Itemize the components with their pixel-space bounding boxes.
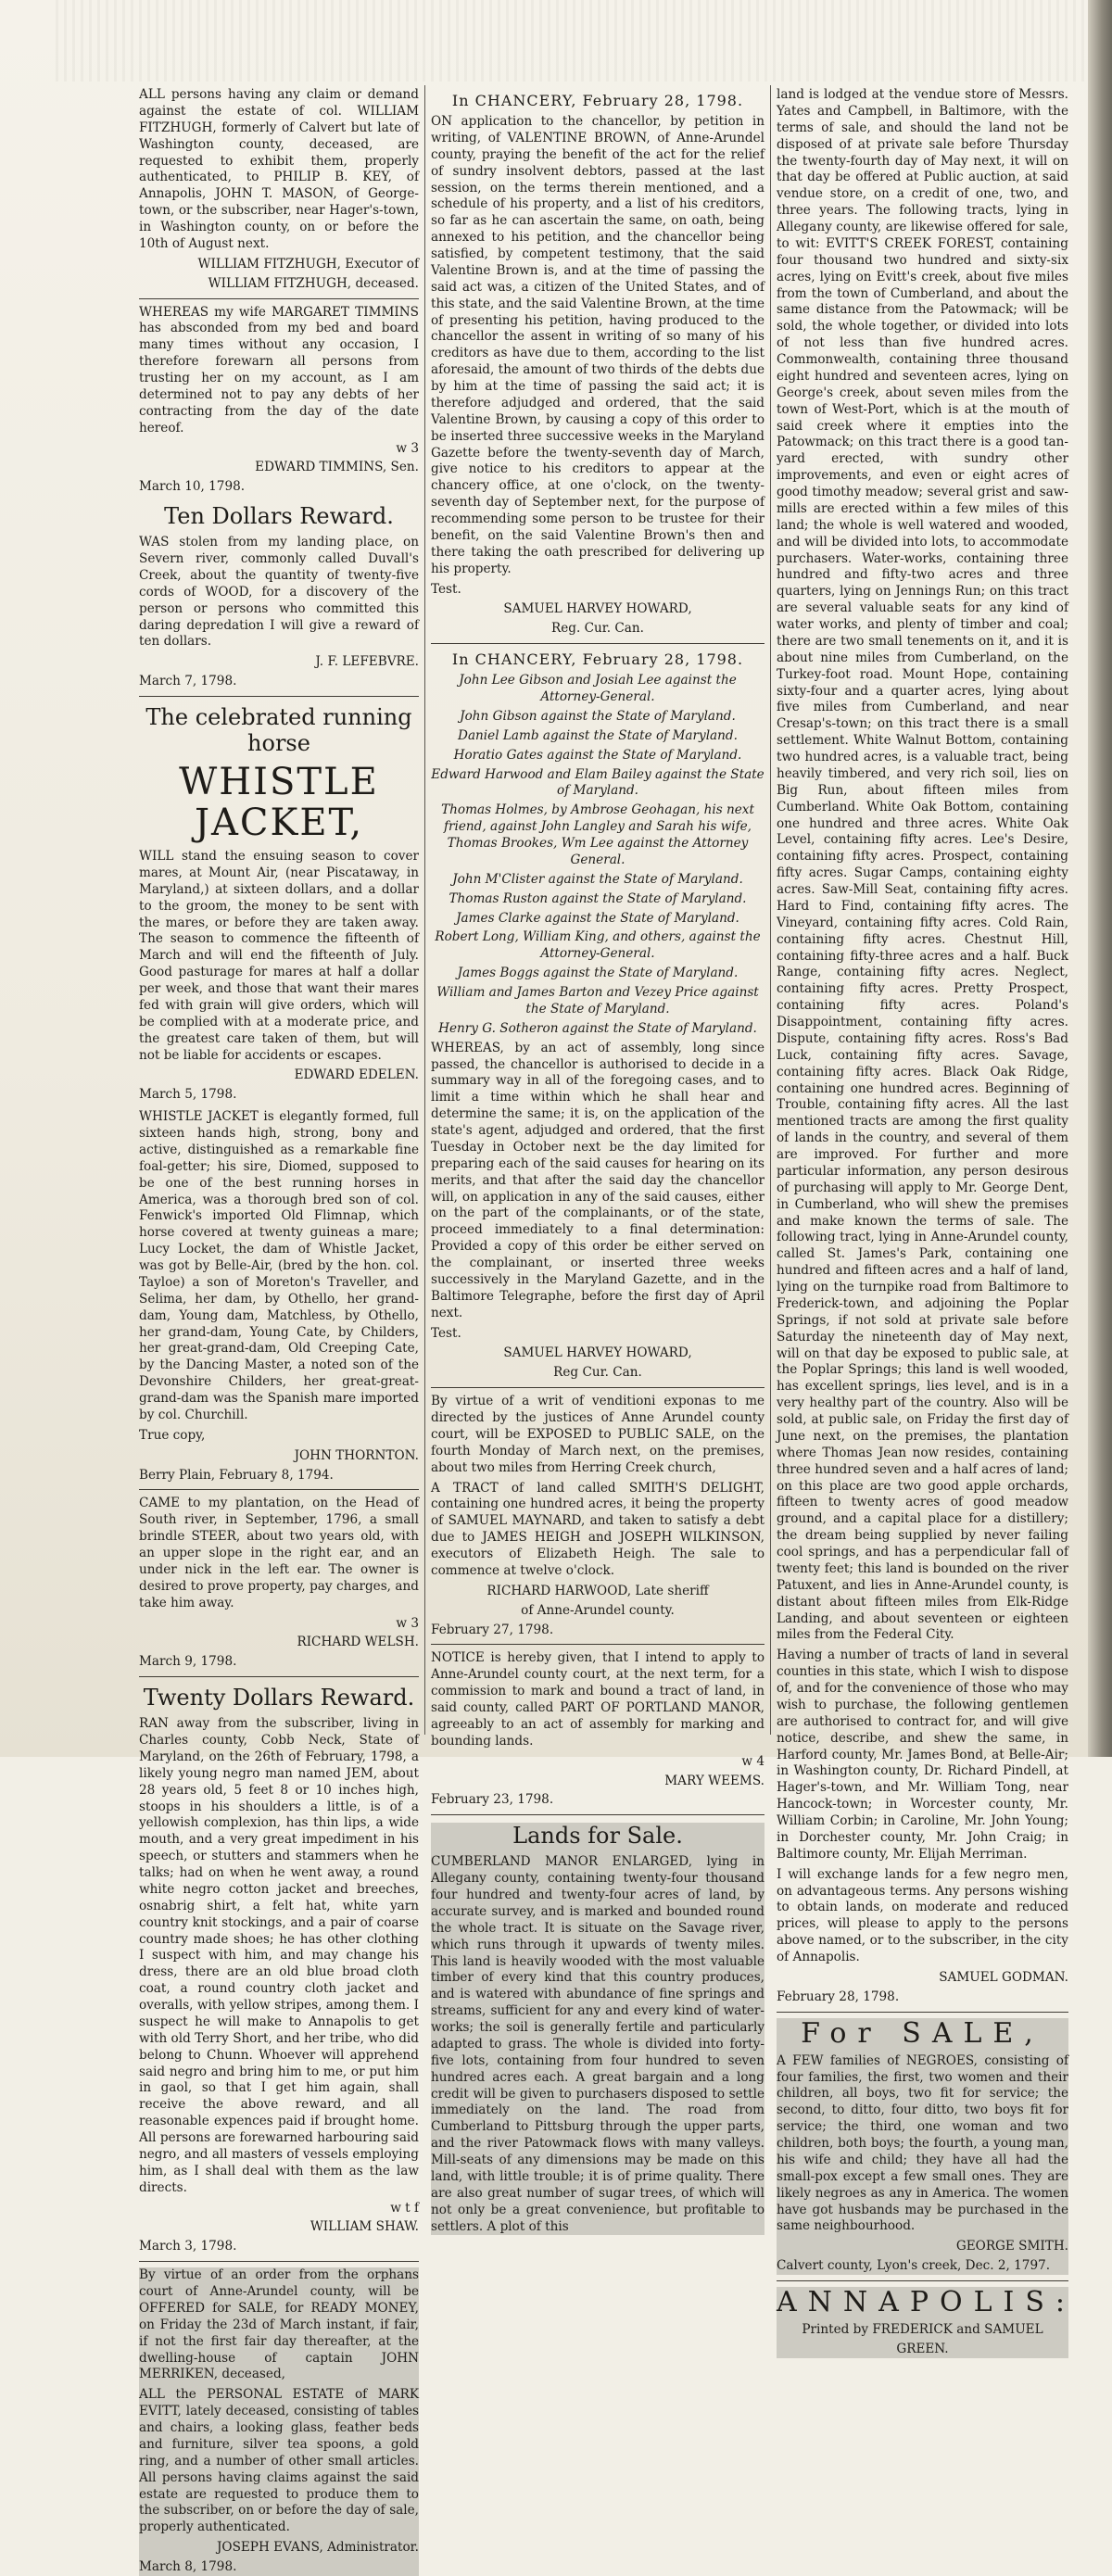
column-right xyxy=(777,87,1077,2356)
imprint-printer: GREEN. xyxy=(896,2341,949,2356)
date: March 8, 1798. xyxy=(139,2559,237,2574)
column-rule xyxy=(424,85,425,1735)
date: Berry Plain, February 8, 1794. xyxy=(139,1467,334,1483)
date: March 9, 1798. xyxy=(139,1654,237,1670)
negroes-for-sale-notice xyxy=(777,2018,1068,2275)
smiths-delight-notice xyxy=(431,1394,764,1638)
heading: For SALE, xyxy=(801,2016,1044,2050)
signature: WILLIAM SHAW. xyxy=(310,2219,419,2235)
signature: EDWARD EDELEN. xyxy=(294,1067,419,1083)
divider xyxy=(431,1814,764,1815)
notice-body: I will exchange lands for a few negro men, on advantageous terms. Any persons wishing to obtain lands, on moderate and reduced prices, will please to apply to the persons above named, or to the subscriber, in the city of Annapolis. xyxy=(777,1866,1068,1964)
notice-body: Having a number of tracts of land in several counties in this state, which I wish to dispose of, and for the convenience of those who may wish to purchase, the following gentlemen are authorised to contract for, and will give notice, describe, and shew the same, in Harford county, Mr. James Bond, at Belle-Air; in Washington county, Dr. Richard Pindell, at Hager's-town, and Mr. William Tong, near Hancock-town; in Worcester county, Mr. William Corbin; in Caroline, Mr. John Young; in Dorchester county, Mr. John Craig; in Baltimore county, Mr. Elijah Merriman. xyxy=(777,1648,1068,1862)
horse-notice xyxy=(139,704,419,1484)
notice-body: A TRACT of land called SMITH'S DELIGHT, containing one hundred acres, it being the property of SAMUEL MAYNARD, and taken to satisfy a debt due to JAMES HEIGH and JOSEPH WILKINSON, executors of Elizabeth Heigh. The sale to commence at twelve o'clock. xyxy=(431,1480,764,1578)
signature: RICHARD WELSH. xyxy=(297,1635,419,1650)
test-label: Test. xyxy=(431,581,461,597)
case-entry: Robert Long, William King, and others, against the Attorney-General. xyxy=(435,929,761,962)
notice-body: CUMBERLAND MANOR ENLARGED, lying in Allegany county, containing twenty-four thousand four hundred and twenty-four acres of land, by accurate survey, and is marked and bounded round the whole tract. It is situate on the Savage river, which runs through it upwards of twenty miles. This land is heavily wooded with the most valuable timber of every kind that this country produces, and is watered with abundance of fine springs and streams, sufficient for any and every kind of water-works; the soil is generally fertile and particularly adapted to grass. The whole is divided into forty-five lots, containing from four hundred to seven hundred acres each. A great bargain and a long credit will be given to purchasers disposed to settle immediately on the land. The road from Cumberland to Pittsburg through the upper parts, and the river Patowmack flows with many valleys. Mill-seats of any dimensions may be made on this land, with little trouble; it is of prime quality. There are also great number of sugar trees, of which will not only be a great convenience, but profitable to settlers. A plot of this xyxy=(431,1854,764,2234)
notice-body: By virtue of an order from the orphans court of Anne-Arundel county, will be OFFERED for SALE, for READY MONEY, on Friday the 23d of March instant, if fair, if not the first fair day thereafter, at the dwelling-house of captain JOHN MERRIKEN, deceased, xyxy=(139,2267,419,2382)
twenty-dollars-notice xyxy=(139,1685,419,2255)
scan-noise-band xyxy=(56,0,1084,82)
signature: WILLIAM FITZHUGH, Executor of xyxy=(197,256,419,271)
pedigree: WHISTLE JACKET is elegantly formed, full sixteen hands high, strong, bony and active, distinguished as a remarkable fine foal-getter; his sire, Diomed, supposed to be one of the best running horses in America, was a thorough bred son of col. Fenwick's imported Old Flimnap, which horse covered at twenty guineas a mare; Lucy Locket, the dam of Whistle Jacket, was got by Belle-Air, (bred by the hon. col. Tayloe) a son of Moreton's Traveller, and Selima, her dam, by Othello, her grand-dam, Young dam, Matchless, by Othello, her grand-dam, Young Cate, by Childers, her great-grand-dam, Old Creeping Cate, by the Dancing Master, a noted son of the Devonshire Childers, her great-great-grand-dam was the Spanish mare imported by col. Churchill. xyxy=(139,1109,419,1422)
notice-body: land is lodged at the vendue store of Messrs. Yates and Campbell, in Baltimore, with the terms of sale, and should the land not be disposed of at private sale before Thursday the twenty-fourth day of May next, it will on that day be offered at Public auction, at said vendue store, on a credit of one, two, and three years. The following tracts, lying in Allegany county, are likewise offered for sale, to wit: EVITT'S CREEK FOREST, containing four thousand two hundred and sixty-six acres, lying on Evitt's creek, about five miles from the town of Cumberland, and about the same distance from the Patowmack; will be sold, the whole together, or divided into lots of not less than five hundred acres. Commonwealth, containing three thousand eight hundred and seventeen acres, lying on George's creek, about seven miles from the town of West-Port, which is at the mouth of said creek where it empties into the Patowmack; on this tract there is a good tan-yard erected, with sundry other improvements, and even or eight acres of good timothy meadow; several grist and saw-mills are erected within a few miles of this land; the whole is well watered and wooded, and will be divided into lots, to accommodate purchasers. Water-works, containing three hundred and fifty-two acres and three quarters, lying on Jennings Run; on this tract are several valuable seats for any kind of water works, and plenty of timber and coal; there are two small tenements on it, and it is about nine miles from Cumberland, on the Turkey-foot road. Mount Hope, containing sixty-four and a quarter acres, lying about five miles from Cumberland, and near Cresap's-town; on this tract there is a small settlement. White Walnut Bottom, containing two hundred acres, is a valuable tract, being heavily timbered, and very rich soil, lies on Big Run, about fifteen miles from Cumberland. White Oak Bottom, containing one hundred and three acres. White Oak Level, containing fifty acres. Lee's Desire, containing fifty acres. Prospect, containing fifty acres. Sugar Camps, containing eighty acres. Saw-Mill Seat, containing fifty acres. Hard to Find, containing fifty acres. The Vineyard, containing fifty acres. Cold Rain, containing fifty acres. Chestnut Hill, containing fifty-three acres and a half. Buck Range, containing fifty acres. Neglect, containing fifty acres. Pretty Prospect, containing fifty acres. Poland's Disappointment, containing fifty acres. Dispute, containing fifty acres. Ross's Bad Luck, containing fifty acres. Savage, containing fifty acres. Black Oak Ridge, containing one hundred acres. Beginning of Trouble, containing fifty acres. All the last mentioned tracts are among the first quality of lands in the country, and several of them are improved. For further and more particular information, any person desirous of purchasing will apply to Mr. George Dent, in Cumberland, who will shew the premises and make known the terms of sale. The following tract, lying in Anne-Arundel county, called St. James's Park, containing one hundred and fifteen acres and a half of land, lying on the turnpike road from Baltimore to Frederick-town, and adjoining the Poplar Springs, if not sold at private sale before Saturday the nineteenth day of May next, will on that day be exposed to public sale, at the Poplar Springs; this land is well wooded, has excellent springs, lies level, and is in a very healthy part of the country. Also will be sold, at public sale, on Friday the first day of June next, on the premises, the plantation where Thomas Jean now resides, containing three hundred seven and a half acres of land; on this place are two good apple orchards, fifteen to twenty acres of good meadow ground, and a capital place for a distillery; the dream being supplied by never failing cool springs, and has a perpendicular fall of twenty feet; this land is bounded on the river Patuxent, and lies in Anne-Arundel county, is distant about fifteen miles from Elk-Ridge Landing, and about seventeen or eighteen miles from the Federal City. xyxy=(777,87,1068,1643)
notice-body: By virtue of a writ of venditioni exponas to me directed by the justices of Anne Arundel county court, will be EXPOSED to PUBLIC SALE, on the fourth Monday of March next, on the premises, about two miles from Herring Creek church, xyxy=(431,1394,764,1475)
mark: w 3 xyxy=(396,1615,419,1631)
mark: w 4 xyxy=(741,1753,764,1769)
notice-body: ON application to the chancellor, by petition in writing, of VALENTINE BROWN, of Anne-Arundel county, praying the benefit of the act for the relief of sundry insolvent debtors, passed at the last session, on the terms therein mentioned, and a schedule of his property, and a list of his creditors, so far as he can ascertain the same, on oath, being annexed to his petition, and the chancellor being satisfied, by competent testimony, that the said Valentine Brown is, and at the time of passing the said act was, a citizen of the United States, and of this state, and the said Valentine Brown, at the time of presenting his petition, having produced to the chancellor the assent in writing of so many of his creditors as have due to them, according to the list aforesaid, the amount of two thirds of the debts due by him at the time of passing the said act; it is therefore adjudged and ordered, that the said Valentine Brown, by causing a copy of this order to be inserted three successive weeks in the Maryland Gazette before the twenty-seventh day of March, give notice to his creditors to appear at the chancery office, at one o'clock, on the twenty-seventh day of September next, for the purpose of recommending some person to be trustee for their benefit, on the said Valentine Brown's then and there taking the oath prescribed for delivering up his property. xyxy=(431,114,764,576)
signature: EDWARD TIMMINS, Sen. xyxy=(255,460,419,475)
date: March 5, 1798. xyxy=(139,1087,237,1103)
test-label: Test. xyxy=(431,1325,461,1341)
case-entry: William and James Barton and Vezey Price against the State of Maryland. xyxy=(436,985,759,1017)
signature: SAMUEL HARVEY HOWARD, xyxy=(503,601,692,617)
signature: SAMUEL HARVEY HOWARD, xyxy=(503,1345,692,1361)
signature: RICHARD HARWOOD, Late sheriff xyxy=(486,1583,709,1598)
registrar: Reg. Cur. Can. xyxy=(550,621,644,637)
welsh-notice xyxy=(139,1496,419,1671)
heading: In CHANCERY, February 28, 1798. xyxy=(451,92,744,109)
divider xyxy=(777,2280,1068,2281)
chancery-brown-notice xyxy=(431,91,764,638)
notice-body: RAN away from the subscriber, living in Charles county, Cobb Neck, State of Maryland, on the 26th of February, 1798, a likely young negro man named JEM, about 28 years old, 5 feet 8 or 10 inches high, stoops in his shoulders a little, is of a yellowish complexion, has thin lips, a wide mouth, and a very great impediment in his speech, or stutters and stammers when he talks; had on when he went away, a round white negro cotton jacket and breeches, osnabrig shirt, a felt hat, white yarn country knit stockings, and a pair of coarse country made shoes; he has other clothing I suspect with him, and may change his dress, there are an old blue broad cloth coat, a round country cloth jacket and overalls, with yellow stripes, among them. I suspect he will make to Annapolis to get with old Terry Short, and her tribe, who did belong to Chunn. Whoever will apprehend said negro and bring him to me, or put him in gaol, so that I get him again, shall receive the above reward, and all reasonable expences paid if brought home. All persons are forewarned harbouring said negro, and all masters of vessels employing him, as I shall deal with them as the law directs. xyxy=(139,1716,419,2195)
case-entry: Horatio Gates against the State of Maryland. xyxy=(453,747,742,763)
divider xyxy=(431,643,764,644)
date: February 23, 1798. xyxy=(431,1792,554,1808)
divider xyxy=(777,2012,1068,2013)
heading: The celebrated running horse xyxy=(145,704,412,756)
date: March 3, 1798. xyxy=(139,2239,237,2254)
notice-body: WHEREAS, by an act of assembly, long since passed, the chancellor is authorised to decide in a summary way in all of the foregoing cases, and to limit a time within which he shall hear and determine the same; it is, on the application of the state's agent, adjudged and ordered, that the first Tuesday in October next be the day limited for preparing each of the said causes for hearing on its merits, and that after the said day the chancellor will, on application in any of the said causes, either on the part of the complainants, or of the state, proceed immediately to a final determination: Provided a copy of this order be either served on the complainant, or inserted three weeks successively in the Maryland Gazette, and in the Baltimore Telegraphe, before the first day of April next. xyxy=(431,1040,764,1320)
timmins-notice xyxy=(139,305,419,497)
case-entry: John M'Clister against the State of Maryland. xyxy=(452,871,743,887)
case-entry: Edward Harwood and Elam Bailey against the State of Maryland. xyxy=(431,766,764,799)
notice-body: WILL stand the ensuing season to cover mares, at Mount Air, (near Piscataway, in Maryland,) at sixteen dollars, and a dollar to the groom, the money to be sent with the mares, or before they are taken away. The season to commence the fifteenth of March and will end the fifteenth of July. Good pasturage for mares at half a dollar per week, and those that want their mares fed with grain will give orders, which will be complied with at a moderate price, and the greatest care taken of them, but will not be liable for accidents or escapes. xyxy=(139,849,419,1063)
signature: JOSEPH EVANS, Administrator. xyxy=(216,2540,419,2556)
imprint xyxy=(777,2286,1077,2358)
divider xyxy=(431,1644,764,1645)
date: March 7, 1798. xyxy=(139,674,237,689)
case-entry: Daniel Lamb against the State of Maryland. xyxy=(458,727,738,743)
notice-body: WHEREAS my wife MARGARET TIMMINS has absconded from my bed and board many times without any occasion, I therefore forewarn all persons from trusting her on my account, as I am determined not to pay any debts of her contracting from the day of the date hereof. xyxy=(139,304,419,436)
lands-for-sale-notice xyxy=(431,1823,764,2235)
notice-body: ALL persons having any claim or demand against the estate of col. WILLIAM FITZHUGH, formerly of Calvert but late of Washington county, deceased, are requested to exhibit them, properly authenticated, to PHILIP B. KEY, of Annapolis, JOHN T. MASON, of George-town, or the subscriber, near Hager's-town, in Washington county, on or before the 10th of August next. xyxy=(139,87,419,251)
notice-body: CAME to my plantation, on the Head of South river, in September, 1796, a small brindle STEER, about two years old, with an upper slope in the right ear, and an under nick in the left ear. The owner is desired to prove property, pay charges, and take him away. xyxy=(139,1496,419,1610)
mark: w 3 xyxy=(396,440,419,456)
date: March 10, 1798. xyxy=(139,479,246,495)
mark: w t f xyxy=(390,2200,419,2216)
divider xyxy=(139,2261,419,2262)
signature: JOHN THORNTON. xyxy=(294,1447,419,1463)
horse-name: WHISTLE JACKET, xyxy=(179,761,379,844)
case-entry: James Boggs against the State of Maryland. xyxy=(457,966,739,981)
notice-body: NOTICE is hereby given, that I intend to apply to Anne-Arundel county court, at the next term, for a commission to mark and bound a tract of land, in said county, called PART OF PORTLAND MANOR, agreeably to an act of assembly for marking and bounding lands. xyxy=(431,1650,764,1749)
chancery-cases-notice xyxy=(431,650,764,1382)
true-copy: True copy, xyxy=(139,1427,206,1443)
signature: of Anne-Arundel county. xyxy=(521,1602,675,1618)
binding-edge xyxy=(1088,0,1112,1757)
signature: GEORGE SMITH. xyxy=(955,2239,1068,2254)
notice-body: A FEW families of NEGROES, consisting of four families, the first, two women and their children, all boys, two fit for service; the second, to ditto, four ditto, two boys fit for service; the third, one woman and two children, both boys; the fourth, a young man, his wife and child; they have all had the small-pox except a few small ones. They are likely negroes as any in America. The women have got husbands may be purchased in the same neighbourhood. xyxy=(777,2052,1068,2234)
imprint-city: ANNAPOLIS: xyxy=(777,2286,1077,2318)
heading: Lands for Sale. xyxy=(512,1823,683,1850)
case-entry: Thomas Ruston against the State of Maryland. xyxy=(449,890,747,906)
signature: J. F. LEFEBVRE. xyxy=(315,654,419,670)
date: February 27, 1798. xyxy=(431,1622,554,1637)
heading: Ten Dollars Reward. xyxy=(164,503,394,530)
lands-continued xyxy=(777,87,1068,2006)
fitzhugh-notice xyxy=(139,87,419,293)
case-entry: Thomas Holmes, by Ambrose Geohagan, his next friend, against John Langley and Sarah his wife, Thomas Brookes, Wm Lee against the Attorney General. xyxy=(441,802,754,867)
registrar: Reg Cur. Can. xyxy=(553,1365,642,1381)
column-middle xyxy=(431,87,764,2234)
imprint-printer: Printed by FREDERICK and SAMUEL xyxy=(802,2322,1043,2337)
case-entry: James Clarke against the State of Maryland. xyxy=(456,910,739,926)
date: Calvert county, Lyon's creek, Dec. 2, 1797. xyxy=(777,2258,1051,2274)
divider xyxy=(139,696,419,697)
signature: MARY WEEMS. xyxy=(664,1773,764,1788)
ten-dollars-notice xyxy=(139,503,419,690)
signature: WILLIAM FITZHUGH, deceased. xyxy=(208,275,419,291)
divider xyxy=(139,1489,419,1490)
column-left xyxy=(139,87,419,2574)
date: February 28, 1798. xyxy=(777,1989,900,2004)
signature: SAMUEL GODMAN. xyxy=(939,1969,1068,1985)
divider xyxy=(139,1676,419,1677)
case-entry: Henry G. Sotheron against the State of Maryland. xyxy=(438,1020,757,1036)
weems-notice xyxy=(431,1650,764,1809)
case-entry: John Lee Gibson and Josiah Lee against the Attorney-General. xyxy=(459,673,737,705)
case-entry: John Gibson against the State of Maryland. xyxy=(460,708,736,724)
heading: Twenty Dollars Reward. xyxy=(143,1685,415,1711)
divider xyxy=(139,298,419,299)
column-rule xyxy=(770,85,771,1735)
notice-body: WAS stolen from my landing place, on Severn river, commonly called Duvall's Creek, about the quantity of twenty-five cords of WOOD, for a discovery of the person or persons who committed this daring depredation I will give a reward of ten dollars. xyxy=(139,535,419,650)
orphans-court-notice xyxy=(139,2267,419,2576)
notice-body: ALL the PERSONAL ESTATE of MARK EVITT, lately deceased, consisting of tables and chairs, a looking glass, feather beds and furniture, silver tea spoons, a gold ring, and a number of other small articles. All persons having claims against the said estate are requested to produce them to the subscriber, on or before the day of sale, properly authenticated. xyxy=(139,2387,419,2535)
heading: In CHANCERY, February 28, 1798. xyxy=(451,650,744,669)
divider xyxy=(431,1387,764,1388)
